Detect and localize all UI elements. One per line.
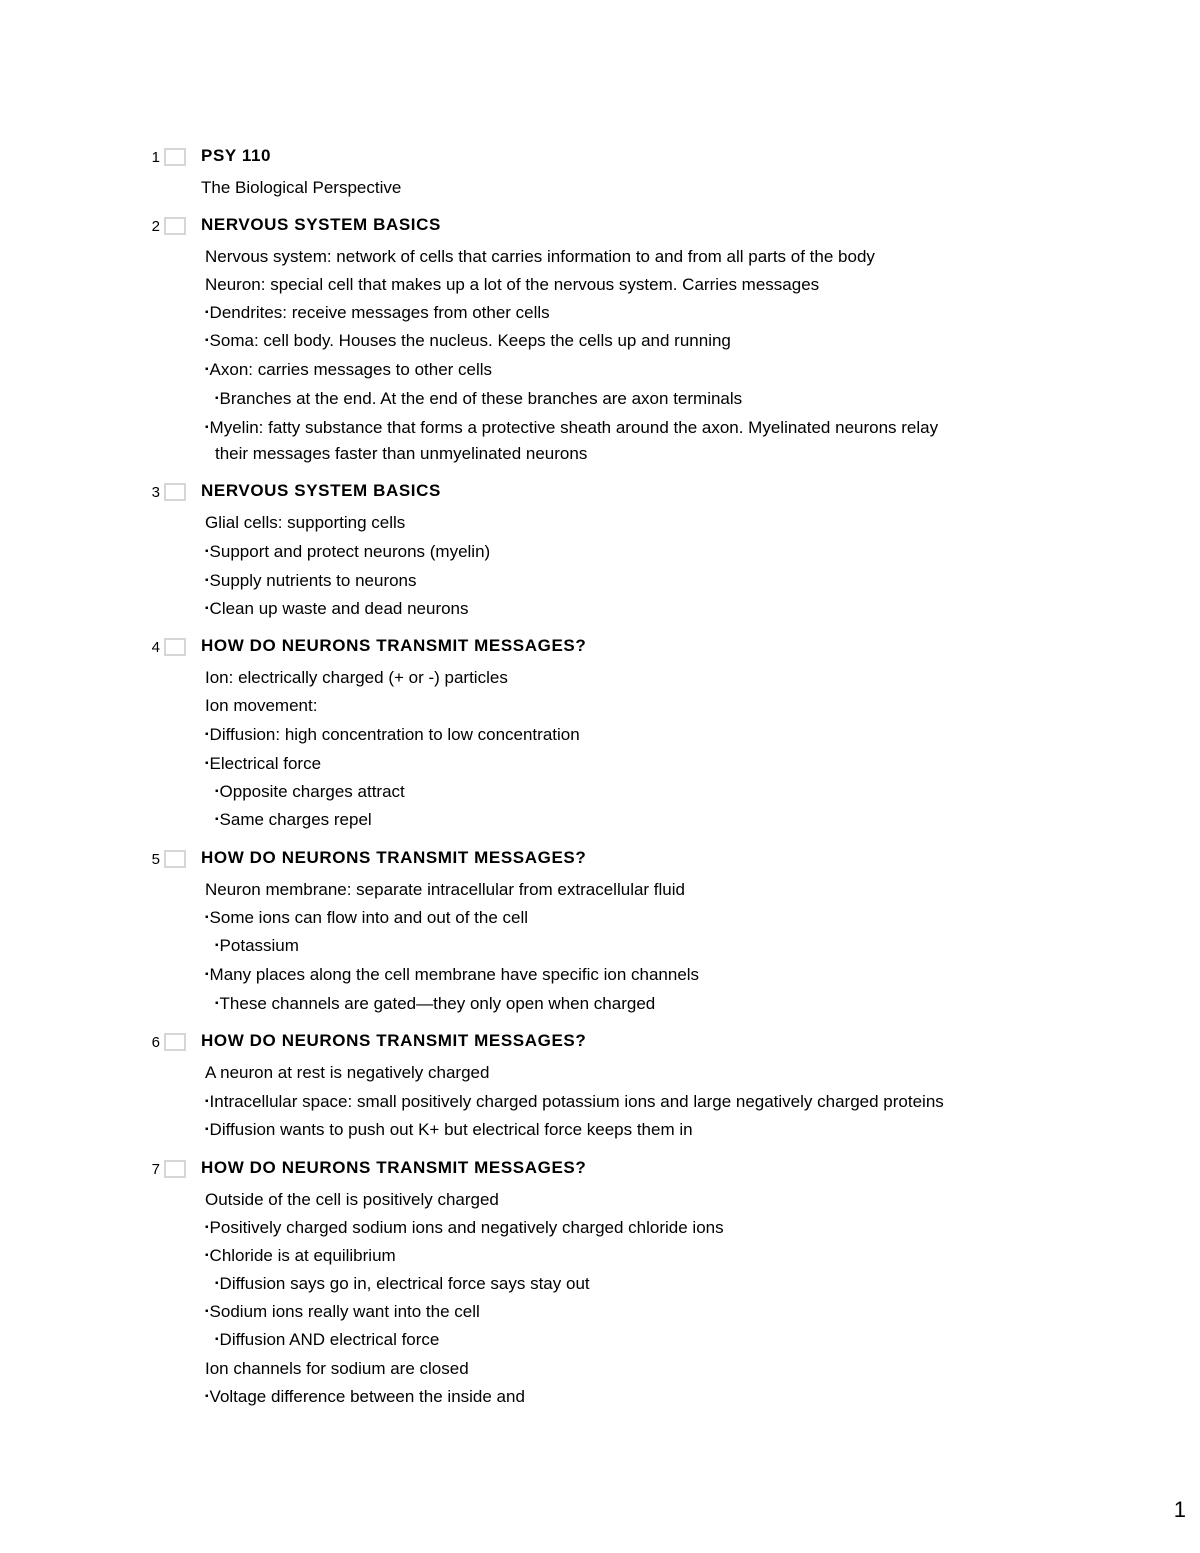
note-line: Ion movement: [205, 696, 318, 715]
sub-bullet-item: ▪Diffusion says go in, electrical force says stay out [215, 1274, 590, 1293]
bullet-icon: ▪ [205, 758, 209, 769]
bullet-icon: ▪ [215, 814, 219, 825]
bullet-item: ▪Many places along the cell membrane have specific ion channels [205, 965, 700, 984]
page-number: 1 [1173, 1497, 1186, 1522]
slide-title: NERVOUS SYSTEM BASICS [201, 215, 441, 234]
bullet-item: ▪Some ions can flow into and out of the cell [205, 908, 529, 927]
bullet-icon: ▪ [205, 603, 209, 614]
slide-thumbnail-icon [164, 850, 186, 868]
bullet-icon: ▪ [205, 422, 209, 433]
slide-thumbnail-icon [164, 148, 186, 166]
note-line: Ion channels for sodium are closed [205, 1359, 469, 1378]
slide-thumbnail-icon [164, 1160, 186, 1178]
bullet-item: ▪Myelin: fatty substance that forms a protective sheath around the axon. Myelinated neurons relay [205, 418, 939, 437]
slide-title: HOW DO NEURONS TRANSMIT MESSAGES? [201, 1031, 587, 1050]
slide-thumbnail-icon [164, 1033, 186, 1051]
slide-thumbnail-icon [164, 638, 186, 656]
note-line: Outside of the cell is positively charged [205, 1190, 499, 1209]
sub-bullet-item: ▪Potassium [215, 936, 299, 955]
bullet-item: ▪Clean up waste and dead neurons [205, 599, 469, 618]
bullet-icon: ▪ [205, 912, 209, 923]
slide-subtitle: The Biological Perspective [201, 178, 402, 197]
slide-title: HOW DO NEURONS TRANSMIT MESSAGES? [201, 848, 587, 867]
bullet-item: ▪Sodium ions really want into the cell [205, 1302, 480, 1321]
bullet-item: ▪Voltage difference between the inside and [205, 1387, 525, 1406]
bullet-item: ▪Diffusion: high concentration to low concentration [205, 725, 580, 744]
bullet-icon: ▪ [205, 1222, 209, 1233]
bullet-continuation: their messages faster than unmyelinated neurons [215, 444, 588, 463]
note-line: A neuron at rest is negatively charged [205, 1063, 490, 1082]
slide-thumbnail-icon [164, 217, 186, 235]
bullet-item: ▪Intracellular space: small positively charged potassium ions and large negatively charged proteins [205, 1092, 944, 1111]
bullet-icon: ▪ [205, 1096, 209, 1107]
bullet-item: ▪Dendrites: receive messages from other cells [205, 303, 550, 322]
note-line: Neuron: special cell that makes up a lot of the nervous system. Carries messages [205, 275, 820, 294]
slide-number: 3 [151, 484, 160, 501]
sub-bullet-item: ▪Same charges repel [215, 810, 372, 829]
bullet-icon: ▪ [205, 1250, 209, 1261]
bullet-icon: ▪ [215, 998, 219, 1009]
sub-bullet-item: ▪These channels are gated—they only open when charged [215, 994, 656, 1013]
note-line: Ion: electrically charged (+ or -) particles [205, 668, 508, 687]
bullet-icon: ▪ [205, 1306, 209, 1317]
bullet-icon: ▪ [215, 1334, 219, 1345]
slide-title: PSY 110 [201, 146, 272, 165]
bullet-icon: ▪ [205, 729, 209, 740]
bullet-icon: ▪ [215, 393, 219, 404]
bullet-item: ▪Diffusion wants to push out K+ but electrical force keeps them in [205, 1120, 693, 1139]
bullet-item: ▪Soma: cell body. Houses the nucleus. Keeps the cells up and running [205, 331, 731, 350]
bullet-item: ▪Electrical force [205, 754, 322, 773]
note-line: Nervous system: network of cells that carries information to and from all parts of the body [205, 247, 875, 266]
slide-number: 5 [151, 851, 160, 868]
bullet-icon: ▪ [215, 1278, 219, 1289]
bullet-icon: ▪ [205, 969, 209, 980]
bullet-icon: ▪ [205, 1124, 209, 1135]
slide-title: HOW DO NEURONS TRANSMIT MESSAGES? [201, 636, 587, 655]
bullet-icon: ▪ [205, 335, 209, 346]
sub-bullet-item: ▪Opposite charges attract [215, 782, 405, 801]
sub-bullet-item: ▪Diffusion AND electrical force [215, 1330, 440, 1349]
bullet-icon: ▪ [205, 364, 209, 375]
bullet-icon: ▪ [205, 546, 209, 557]
bullet-icon: ▪ [215, 940, 219, 951]
slide-title: NERVOUS SYSTEM BASICS [201, 481, 441, 500]
bullet-icon: ▪ [205, 1391, 209, 1402]
slide-thumbnail-icon [164, 483, 186, 501]
bullet-item: ▪Supply nutrients to neurons [205, 571, 417, 590]
bullet-item: ▪Chloride is at equilibrium [205, 1246, 396, 1265]
bullet-item: ▪Support and protect neurons (myelin) [205, 542, 491, 561]
slide-number: 2 [151, 218, 160, 235]
bullet-item: ▪Axon: carries messages to other cells [205, 360, 493, 379]
slide-title: HOW DO NEURONS TRANSMIT MESSAGES? [201, 1158, 587, 1177]
slide-number: 1 [151, 149, 160, 166]
slide-number: 7 [151, 1161, 160, 1178]
note-line: Neuron membrane: separate intracellular from extracellular fluid [205, 880, 685, 899]
sub-bullet-item: ▪Branches at the end. At the end of these branches are axon terminals [215, 389, 743, 408]
bullet-item: ▪Positively charged sodium ions and negatively charged chloride ions [205, 1218, 724, 1237]
note-line: Glial cells: supporting cells [205, 513, 406, 532]
bullet-icon: ▪ [205, 307, 209, 318]
bullet-icon: ▪ [215, 786, 219, 797]
slide-number: 4 [151, 639, 160, 656]
slide-number: 6 [151, 1034, 160, 1051]
bullet-icon: ▪ [205, 575, 209, 586]
